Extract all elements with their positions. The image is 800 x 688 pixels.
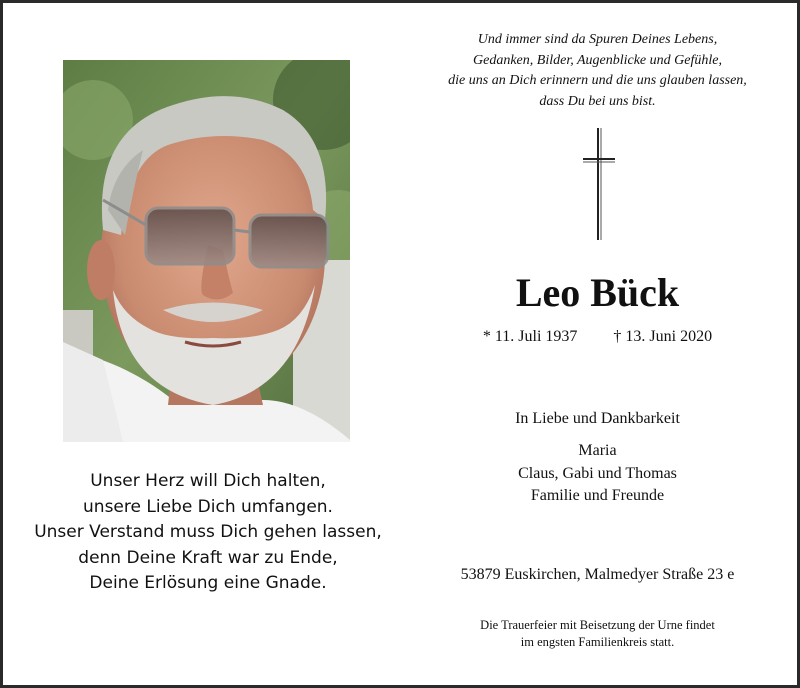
notice-line: Die Trauerfeier mit Beisetzung der Urne findet [480,618,715,632]
family-member: Claus, Gabi und Thomas [518,464,677,482]
quote-top-line: dass Du bei uns bist. [539,93,656,109]
memorial-quote-left [18,469,398,597]
quote-left-line: Unser Herz will Dich halten, [90,471,326,491]
quote-top-line: die uns an Dich erinnern und die uns glauben lassen, [448,73,747,88]
funeral-notice [420,617,775,651]
dedication: In Liebe und Dankbarkeit [515,410,680,427]
deceased-name: Leo Bück [515,270,680,315]
quote-top-line: Gedanken, Bilder, Augenblicke und Gefühle, [473,52,722,68]
cross-icon [581,128,617,240]
portrait-photo [63,60,350,442]
quote-top-line: Und immer sind da Spuren Deines Lebens, [477,32,718,47]
quote-left-line: Deine Erlösung eine Gnade. [89,573,327,593]
family-member: Familie und Freunde [530,487,665,504]
life-dates [420,327,775,347]
birth-date: * 11. Juli 1937 [482,328,578,345]
portrait-illustration [63,60,350,442]
family-member: Maria [578,442,617,459]
notice-line: im engsten Familienkreis statt. [520,635,675,649]
quote-left-line: Unser Verstand muss Dich gehen lassen, [34,522,382,542]
memorial-quote-top [420,30,775,112]
death-date: † 13. Juni 2020 [613,328,713,345]
quote-left-line: unsere Liebe Dich umfangen. [83,496,333,517]
quote-left-line: denn Deine Kraft war zu Ende, [78,547,338,568]
address: 53879 Euskirchen, Malmedyer Straße 23 e [460,566,735,583]
family-list [420,440,775,508]
